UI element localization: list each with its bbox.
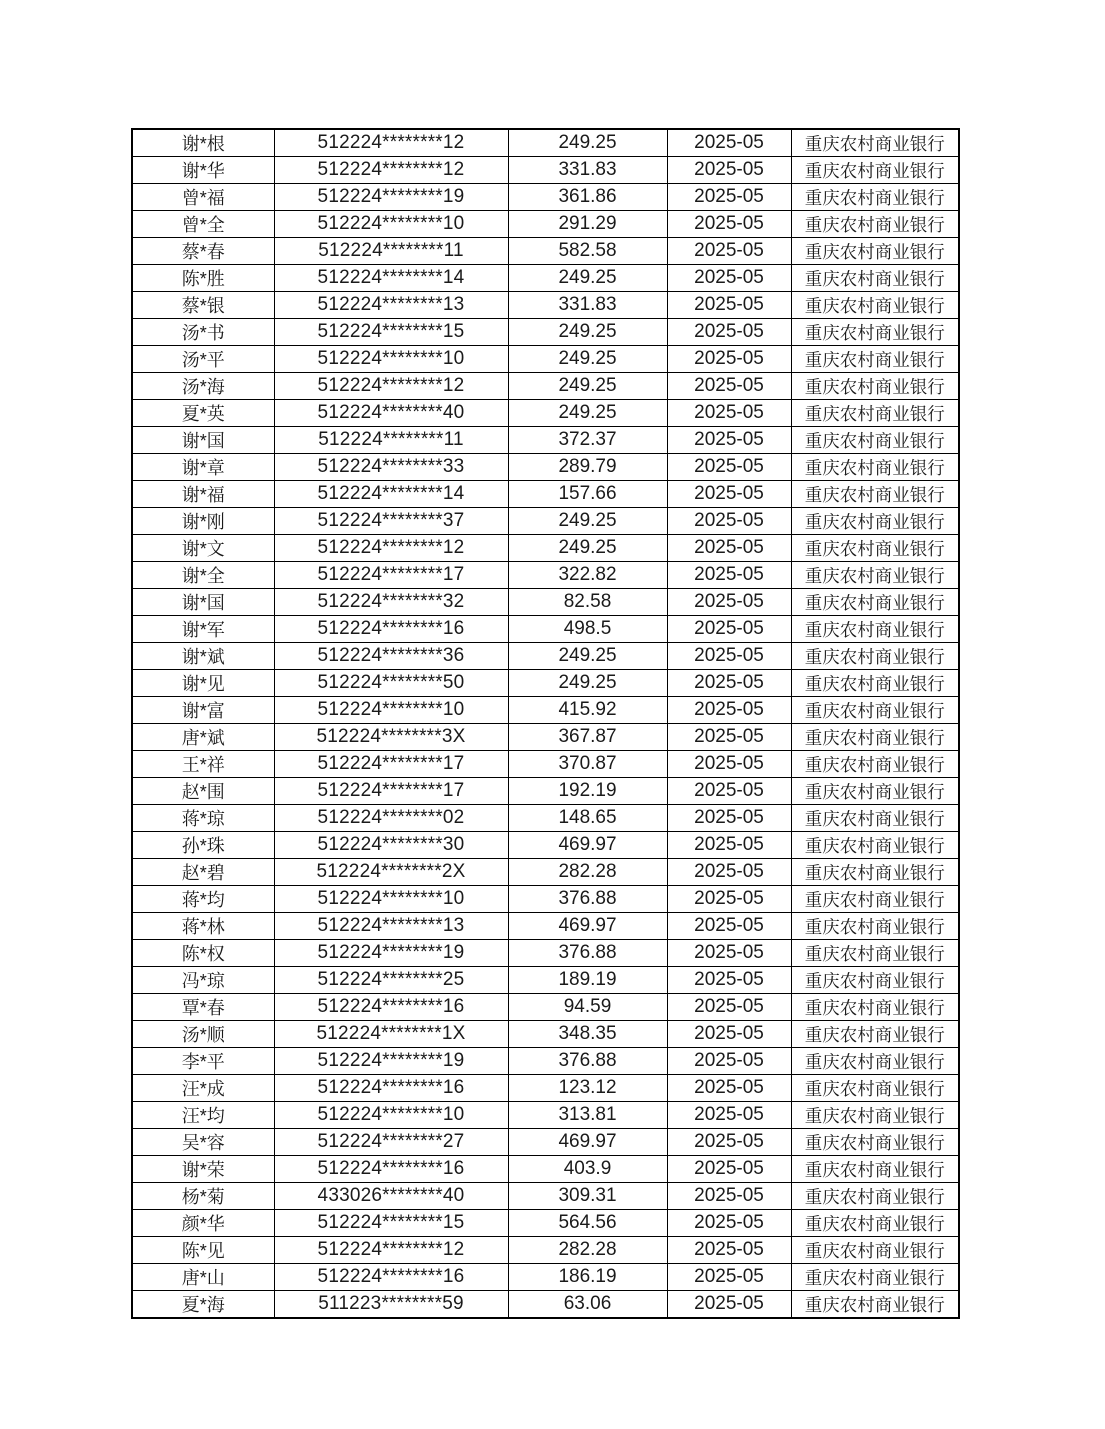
cell-amount: 63.06 (508, 1291, 667, 1319)
cell-amount: 94.59 (508, 994, 667, 1021)
cell-amount: 289.79 (508, 454, 667, 481)
cell-amount: 372.37 (508, 427, 667, 454)
cell-amount: 367.87 (508, 724, 667, 751)
cell-month: 2025-05 (667, 697, 791, 724)
table-body (132, 129, 959, 1318)
table-row (132, 481, 959, 508)
cell-month: 2025-05 (667, 940, 791, 967)
cell-month: 2025-05 (667, 589, 791, 616)
cell-bank: 重庆农村商业银行 (791, 346, 959, 373)
cell-month: 2025-05 (667, 724, 791, 751)
cell-month: 2025-05 (667, 1156, 791, 1183)
cell-amount: 123.12 (508, 1075, 667, 1102)
cell-id-number: 512224********14 (274, 265, 508, 292)
cell-bank: 重庆农村商业银行 (791, 1102, 959, 1129)
cell-name: 李*平 (132, 1048, 274, 1075)
cell-amount: 370.87 (508, 751, 667, 778)
cell-month: 2025-05 (667, 238, 791, 265)
cell-bank: 重庆农村商业银行 (791, 886, 959, 913)
cell-month: 2025-05 (667, 481, 791, 508)
cell-id-number: 512224********12 (274, 535, 508, 562)
cell-month: 2025-05 (667, 346, 791, 373)
cell-amount: 376.88 (508, 886, 667, 913)
cell-id-number: 512224********16 (274, 1264, 508, 1291)
cell-name: 汤*海 (132, 373, 274, 400)
cell-amount: 469.97 (508, 1129, 667, 1156)
cell-bank: 重庆农村商业银行 (791, 184, 959, 211)
cell-amount: 403.9 (508, 1156, 667, 1183)
cell-amount: 249.25 (508, 643, 667, 670)
cell-amount: 282.28 (508, 859, 667, 886)
table-row (132, 778, 959, 805)
cell-bank: 重庆农村商业银行 (791, 616, 959, 643)
cell-amount: 249.25 (508, 373, 667, 400)
cell-amount: 249.25 (508, 129, 667, 157)
table-row (132, 454, 959, 481)
cell-bank: 重庆农村商业银行 (791, 643, 959, 670)
table-row (132, 967, 959, 994)
cell-id-number: 512224********19 (274, 1048, 508, 1075)
cell-bank: 重庆农村商业银行 (791, 1156, 959, 1183)
cell-id-number: 512224********15 (274, 1210, 508, 1237)
table-row (132, 346, 959, 373)
cell-name: 陈*见 (132, 1237, 274, 1264)
cell-bank: 重庆农村商业银行 (791, 751, 959, 778)
cell-id-number: 511223********59 (274, 1291, 508, 1319)
cell-month: 2025-05 (667, 211, 791, 238)
cell-amount: 469.97 (508, 913, 667, 940)
cell-name: 杨*菊 (132, 1183, 274, 1210)
cell-bank: 重庆农村商业银行 (791, 319, 959, 346)
cell-name: 谢*国 (132, 589, 274, 616)
cell-amount: 415.92 (508, 697, 667, 724)
table-row (132, 562, 959, 589)
cell-name: 汤*书 (132, 319, 274, 346)
cell-month: 2025-05 (667, 373, 791, 400)
table-row (132, 1129, 959, 1156)
cell-name: 汪*成 (132, 1075, 274, 1102)
cell-id-number: 512224********12 (274, 1237, 508, 1264)
cell-month: 2025-05 (667, 832, 791, 859)
cell-name: 陈*权 (132, 940, 274, 967)
cell-id-number: 512224********17 (274, 751, 508, 778)
cell-id-number: 512224********11 (274, 427, 508, 454)
cell-name: 赵*围 (132, 778, 274, 805)
cell-name: 汤*顺 (132, 1021, 274, 1048)
cell-name: 夏*海 (132, 1291, 274, 1319)
cell-id-number: 512224********3X (274, 724, 508, 751)
cell-month: 2025-05 (667, 454, 791, 481)
cell-amount: 249.25 (508, 508, 667, 535)
cell-amount: 249.25 (508, 535, 667, 562)
cell-month: 2025-05 (667, 1237, 791, 1264)
cell-bank: 重庆农村商业银行 (791, 1264, 959, 1291)
cell-amount: 291.29 (508, 211, 667, 238)
cell-id-number: 512224********16 (274, 1075, 508, 1102)
cell-name: 唐*山 (132, 1264, 274, 1291)
table-row (132, 1075, 959, 1102)
cell-bank: 重庆农村商业银行 (791, 913, 959, 940)
cell-bank: 重庆农村商业银行 (791, 1021, 959, 1048)
cell-id-number: 512224********17 (274, 562, 508, 589)
cell-amount: 249.25 (508, 265, 667, 292)
cell-name: 谢*章 (132, 454, 274, 481)
cell-month: 2025-05 (667, 670, 791, 697)
cell-id-number: 512224********11 (274, 238, 508, 265)
table-row (132, 129, 959, 157)
cell-bank: 重庆农村商业银行 (791, 508, 959, 535)
cell-amount: 82.58 (508, 589, 667, 616)
cell-bank: 重庆农村商业银行 (791, 211, 959, 238)
cell-bank: 重庆农村商业银行 (791, 670, 959, 697)
cell-id-number: 512224********27 (274, 1129, 508, 1156)
cell-name: 曾*全 (132, 211, 274, 238)
cell-amount: 348.35 (508, 1021, 667, 1048)
cell-amount: 469.97 (508, 832, 667, 859)
cell-month: 2025-05 (667, 265, 791, 292)
cell-month: 2025-05 (667, 1210, 791, 1237)
cell-name: 蔡*银 (132, 292, 274, 319)
table-row (132, 886, 959, 913)
cell-id-number: 512224********32 (274, 589, 508, 616)
cell-bank: 重庆农村商业银行 (791, 1210, 959, 1237)
table-row (132, 211, 959, 238)
table-row (132, 427, 959, 454)
cell-month: 2025-05 (667, 967, 791, 994)
cell-month: 2025-05 (667, 508, 791, 535)
cell-bank: 重庆农村商业银行 (791, 859, 959, 886)
table-row (132, 940, 959, 967)
cell-amount: 376.88 (508, 940, 667, 967)
table-row (132, 319, 959, 346)
cell-name: 谢*全 (132, 562, 274, 589)
cell-name: 蒋*林 (132, 913, 274, 940)
cell-month: 2025-05 (667, 319, 791, 346)
cell-amount: 361.86 (508, 184, 667, 211)
cell-amount: 249.25 (508, 670, 667, 697)
table-row (132, 1291, 959, 1319)
cell-month: 2025-05 (667, 1102, 791, 1129)
table-row (132, 1183, 959, 1210)
cell-month: 2025-05 (667, 292, 791, 319)
cell-amount: 313.81 (508, 1102, 667, 1129)
table-row (132, 400, 959, 427)
cell-amount: 582.58 (508, 238, 667, 265)
cell-name: 王*祥 (132, 751, 274, 778)
cell-bank: 重庆农村商业银行 (791, 967, 959, 994)
table-row (132, 1021, 959, 1048)
table-row (132, 832, 959, 859)
cell-bank: 重庆农村商业银行 (791, 129, 959, 157)
cell-name: 陈*胜 (132, 265, 274, 292)
cell-bank: 重庆农村商业银行 (791, 589, 959, 616)
cell-id-number: 512224********33 (274, 454, 508, 481)
payment-table (131, 128, 960, 1319)
cell-bank: 重庆农村商业银行 (791, 994, 959, 1021)
table-row (132, 184, 959, 211)
cell-bank: 重庆农村商业银行 (791, 1075, 959, 1102)
cell-month: 2025-05 (667, 913, 791, 940)
cell-name: 蔡*春 (132, 238, 274, 265)
table-row (132, 157, 959, 184)
cell-id-number: 512224********37 (274, 508, 508, 535)
cell-name: 吴*容 (132, 1129, 274, 1156)
cell-month: 2025-05 (667, 184, 791, 211)
table-row (132, 508, 959, 535)
table-row (132, 697, 959, 724)
cell-name: 颜*华 (132, 1210, 274, 1237)
cell-month: 2025-05 (667, 427, 791, 454)
cell-bank: 重庆农村商业银行 (791, 454, 959, 481)
cell-name: 谢*斌 (132, 643, 274, 670)
cell-bank: 重庆农村商业银行 (791, 1048, 959, 1075)
cell-id-number: 512224********15 (274, 319, 508, 346)
cell-id-number: 512224********30 (274, 832, 508, 859)
cell-amount: 148.65 (508, 805, 667, 832)
cell-id-number: 512224********25 (274, 967, 508, 994)
cell-amount: 249.25 (508, 400, 667, 427)
cell-id-number: 512224********19 (274, 940, 508, 967)
cell-id-number: 512224********12 (274, 157, 508, 184)
cell-name: 谢*华 (132, 157, 274, 184)
cell-bank: 重庆农村商业银行 (791, 562, 959, 589)
cell-bank: 重庆农村商业银行 (791, 481, 959, 508)
cell-name: 唐*斌 (132, 724, 274, 751)
cell-id-number: 512224********10 (274, 886, 508, 913)
cell-bank: 重庆农村商业银行 (791, 265, 959, 292)
cell-id-number: 512224********16 (274, 616, 508, 643)
cell-name: 冯*琼 (132, 967, 274, 994)
cell-bank: 重庆农村商业银行 (791, 1291, 959, 1319)
table-row (132, 643, 959, 670)
cell-bank: 重庆农村商业银行 (791, 373, 959, 400)
cell-month: 2025-05 (667, 400, 791, 427)
table-row (132, 1048, 959, 1075)
cell-bank: 重庆农村商业银行 (791, 1183, 959, 1210)
table-row (132, 373, 959, 400)
cell-id-number: 512224********14 (274, 481, 508, 508)
table-row (132, 724, 959, 751)
table-row (132, 751, 959, 778)
cell-bank: 重庆农村商业银行 (791, 724, 959, 751)
table-row (132, 670, 959, 697)
cell-month: 2025-05 (667, 643, 791, 670)
cell-bank: 重庆农村商业银行 (791, 535, 959, 562)
cell-id-number: 512224********17 (274, 778, 508, 805)
cell-id-number: 512224********2X (274, 859, 508, 886)
cell-bank: 重庆农村商业银行 (791, 832, 959, 859)
cell-bank: 重庆农村商业银行 (791, 1237, 959, 1264)
cell-id-number: 512224********16 (274, 1156, 508, 1183)
table-row (132, 994, 959, 1021)
cell-month: 2025-05 (667, 1075, 791, 1102)
cell-id-number: 512224********10 (274, 346, 508, 373)
cell-name: 赵*碧 (132, 859, 274, 886)
table-row (132, 1156, 959, 1183)
cell-id-number: 512224********13 (274, 913, 508, 940)
cell-id-number: 512224********40 (274, 400, 508, 427)
cell-name: 汪*均 (132, 1102, 274, 1129)
cell-amount: 322.82 (508, 562, 667, 589)
table-row (132, 616, 959, 643)
cell-name: 谢*军 (132, 616, 274, 643)
cell-amount: 498.5 (508, 616, 667, 643)
cell-bank: 重庆农村商业银行 (791, 238, 959, 265)
cell-month: 2025-05 (667, 778, 791, 805)
cell-id-number: 512224********10 (274, 697, 508, 724)
cell-month: 2025-05 (667, 994, 791, 1021)
cell-name: 谢*富 (132, 697, 274, 724)
cell-bank: 重庆农村商业银行 (791, 778, 959, 805)
cell-bank: 重庆农村商业银行 (791, 1129, 959, 1156)
table-row (132, 1102, 959, 1129)
cell-amount: 186.19 (508, 1264, 667, 1291)
cell-month: 2025-05 (667, 751, 791, 778)
cell-amount: 189.19 (508, 967, 667, 994)
cell-amount: 249.25 (508, 319, 667, 346)
cell-bank: 重庆农村商业银行 (791, 292, 959, 319)
cell-month: 2025-05 (667, 157, 791, 184)
cell-name: 曾*福 (132, 184, 274, 211)
cell-id-number: 512224********1X (274, 1021, 508, 1048)
cell-name: 蒋*琼 (132, 805, 274, 832)
table-row (132, 913, 959, 940)
cell-name: 谢*国 (132, 427, 274, 454)
cell-amount: 192.19 (508, 778, 667, 805)
cell-id-number: 512224********12 (274, 373, 508, 400)
cell-bank: 重庆农村商业银行 (791, 805, 959, 832)
cell-id-number: 433026********40 (274, 1183, 508, 1210)
cell-id-number: 512224********19 (274, 184, 508, 211)
cell-name: 谢*刚 (132, 508, 274, 535)
cell-name: 谢*文 (132, 535, 274, 562)
cell-amount: 309.31 (508, 1183, 667, 1210)
cell-month: 2025-05 (667, 616, 791, 643)
cell-name: 谢*荣 (132, 1156, 274, 1183)
cell-bank: 重庆农村商业银行 (791, 697, 959, 724)
cell-amount: 564.56 (508, 1210, 667, 1237)
cell-id-number: 512224********16 (274, 994, 508, 1021)
cell-name: 孙*珠 (132, 832, 274, 859)
cell-id-number: 512224********12 (274, 129, 508, 157)
cell-name: 谢*根 (132, 129, 274, 157)
cell-name: 谢*福 (132, 481, 274, 508)
cell-amount: 376.88 (508, 1048, 667, 1075)
cell-month: 2025-05 (667, 1264, 791, 1291)
cell-month: 2025-05 (667, 886, 791, 913)
cell-amount: 249.25 (508, 346, 667, 373)
table-row (132, 265, 959, 292)
cell-bank: 重庆农村商业银行 (791, 157, 959, 184)
table-row (132, 238, 959, 265)
cell-name: 谢*见 (132, 670, 274, 697)
cell-bank: 重庆农村商业银行 (791, 400, 959, 427)
cell-month: 2025-05 (667, 1183, 791, 1210)
cell-id-number: 512224********02 (274, 805, 508, 832)
cell-amount: 331.83 (508, 292, 667, 319)
table-row (132, 292, 959, 319)
cell-month: 2025-05 (667, 129, 791, 157)
cell-name: 夏*英 (132, 400, 274, 427)
cell-id-number: 512224********10 (274, 211, 508, 238)
cell-name: 汤*平 (132, 346, 274, 373)
cell-id-number: 512224********50 (274, 670, 508, 697)
table-row (132, 805, 959, 832)
cell-month: 2025-05 (667, 1291, 791, 1319)
cell-month: 2025-05 (667, 859, 791, 886)
cell-amount: 331.83 (508, 157, 667, 184)
cell-bank: 重庆农村商业银行 (791, 940, 959, 967)
cell-month: 2025-05 (667, 1048, 791, 1075)
table-row (132, 535, 959, 562)
cell-month: 2025-05 (667, 562, 791, 589)
cell-id-number: 512224********13 (274, 292, 508, 319)
cell-month: 2025-05 (667, 1129, 791, 1156)
cell-month: 2025-05 (667, 535, 791, 562)
cell-amount: 157.66 (508, 481, 667, 508)
cell-id-number: 512224********10 (274, 1102, 508, 1129)
cell-name: 蒋*均 (132, 886, 274, 913)
cell-month: 2025-05 (667, 805, 791, 832)
cell-bank: 重庆农村商业银行 (791, 427, 959, 454)
table-row (132, 1237, 959, 1264)
cell-amount: 282.28 (508, 1237, 667, 1264)
cell-month: 2025-05 (667, 1021, 791, 1048)
table-row (132, 859, 959, 886)
cell-id-number: 512224********36 (274, 643, 508, 670)
cell-name: 覃*春 (132, 994, 274, 1021)
table-row (132, 589, 959, 616)
table-row (132, 1210, 959, 1237)
table-row (132, 1264, 959, 1291)
